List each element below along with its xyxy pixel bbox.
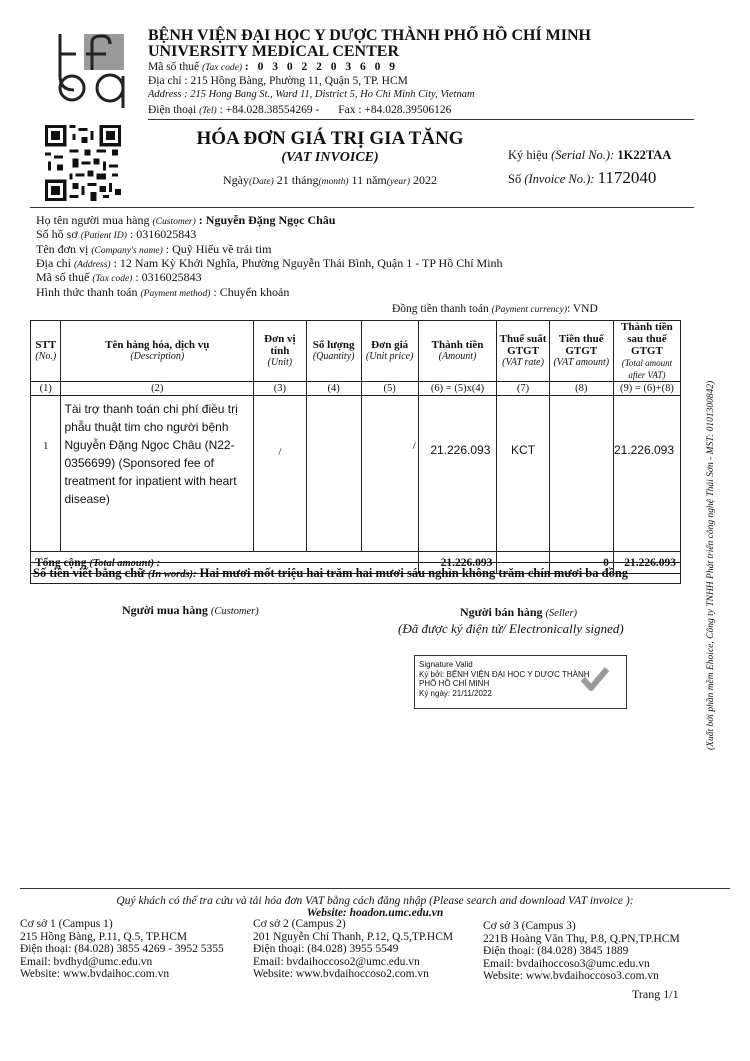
hospital-tax-line: Mã số thuế (Tax code) : 0 3 0 2 2 0 3 6 0 9 bbox=[148, 61, 398, 73]
campus-phone: Điện thoại: (84.028) 3955 5549 bbox=[253, 943, 399, 955]
customer-company: Tên đơn vị (Company's name) : Quỹ Hiểu về trái tim bbox=[36, 242, 272, 256]
campus-website: Website: www.bvdaihoccoso2.com.vn bbox=[253, 968, 429, 980]
col-number: (6) = (5)x(4) bbox=[418, 382, 497, 396]
col-header-vat-rate: Thuế suất GTGT (VAT rate) bbox=[497, 321, 549, 382]
footer-note bbox=[20, 895, 730, 919]
invoice-number: Số (Invoice No.): 1172040 bbox=[508, 168, 657, 187]
total-amount: 21.226.093 bbox=[418, 552, 497, 574]
title-divider bbox=[30, 207, 694, 208]
customer-address: Địa chỉ (Address) : 12 Nam Kỳ Khởi Nghĩa, Phường Nguyễn Thái Bình, Quận 1 - TP Hồ Chí Minh bbox=[36, 256, 503, 270]
hospital-name: BỆNH VIỆN ĐẠI HỌC Y DƯỢC THÀNH PHỐ HỒ CHÍ MINH bbox=[148, 27, 591, 44]
software-note-text: (Xuất bởi phần mềm Ehoice, Công ty TNHH Phát triển công nghệ Thái Sơn - MST: 0101300842) bbox=[706, 380, 716, 750]
col-number: (3) bbox=[254, 382, 307, 396]
footer-note-text: Quý khách có thể tra cứu và tải hóa đơn VAT bằng cách đăng nhập (Please search and download VAT invoice ): bbox=[116, 895, 634, 907]
row-vat-amount bbox=[549, 396, 613, 552]
col-number: (1) bbox=[31, 382, 61, 396]
signature-signer: Ký bởi: BỆNH VIỆN ĐẠI HỌC Y DƯỢC THÀNH bbox=[419, 669, 590, 679]
campus-address: 221B Hoàng Văn Thụ, P.8, Q.PN,TP.HCM bbox=[483, 932, 680, 945]
signature-date: Ký ngày: 21/11/2022 bbox=[419, 688, 492, 698]
buyer-signature-label: Người mua hàng (Customer) bbox=[122, 603, 259, 617]
col-header-vat-amount: Tiền thuế GTGT (VAT amount) bbox=[549, 321, 613, 382]
campus-address: 201 Nguyễn Chí Thanh, P.12, Q.5,TP.HCM bbox=[253, 930, 454, 943]
campus-title: Cơ sở 3 (Campus 3) bbox=[483, 920, 576, 932]
invoice-subtitle: (VAT INVOICE) bbox=[281, 150, 379, 165]
col-header-stt: STT (No.) bbox=[31, 321, 61, 382]
hospital-phone-line: Điện thoại (Tel) : +84.028.38554269 - Fax : +84.028.39506126 bbox=[148, 104, 452, 116]
hospital-name-en: UNIVERSITY MEDICAL CENTER bbox=[148, 43, 400, 60]
table-header-row bbox=[31, 321, 681, 382]
row-total: 21.226.093 bbox=[613, 396, 680, 552]
campus-website: Website: www.bvdaihoccoso3.com.vn bbox=[483, 970, 659, 982]
row-quantity bbox=[306, 396, 361, 552]
campus-phone: Điện thoại: (84.028) 3845 1889 bbox=[483, 945, 629, 957]
campus-2 bbox=[253, 918, 453, 981]
seller-signature-label: Người bán hàng (Seller) bbox=[460, 605, 578, 619]
checkmark-icon bbox=[580, 664, 610, 694]
row-unit: / bbox=[254, 396, 307, 552]
customer-patient-id: Số hồ sơ (Patient ID) : 0316025843 bbox=[36, 227, 197, 241]
footer-divider bbox=[20, 888, 730, 889]
campus-phone: Điện thoại: (84.028) 3855 4269 - 3952 5355 bbox=[20, 943, 224, 955]
invoice-title: HÓA ĐƠN GIÁ TRỊ GIA TĂNG bbox=[196, 128, 464, 149]
hospital-address-en: Address : 215 Hong Bang St., Ward 11, District 5, Ho Chi Minh City, Vietnam bbox=[148, 89, 475, 100]
row-stt: 1 bbox=[31, 396, 61, 552]
campus-email: Email: bvdaihoccoso3@umc.edu.vn bbox=[483, 957, 650, 970]
col-number: (9) = (6)+(8) bbox=[613, 382, 680, 396]
col-number: (5) bbox=[361, 382, 418, 396]
row-unit-price: / bbox=[361, 396, 418, 552]
row-description: Tài trợ thanh toán chi phí điều trị phẫu thuật tim cho người bệnh Nguyễn Đặng Ngọc Châu (N22-0356699) (Sponsored fee of treatment for inpatient with heart disease) bbox=[61, 396, 254, 552]
col-header-amount: Thành tiền (Amount) bbox=[418, 321, 497, 382]
campus-email: Email: bvdhyd@umc.edu.vn bbox=[20, 955, 153, 968]
col-header-description: Tên hàng hóa, dịch vụ (Description) bbox=[61, 321, 254, 382]
hospital-logo bbox=[50, 30, 132, 112]
col-header-quantity: Số lượng (Quantity) bbox=[306, 321, 361, 382]
total-vat: 0 bbox=[549, 552, 613, 574]
hospital-tax-code: : 0 3 0 2 2 0 3 6 0 9 bbox=[244, 61, 398, 73]
row-vat-rate: KCT bbox=[497, 396, 549, 552]
invoice-date: Ngày(Date) 21 tháng(month) 11 năm(year) 2022 bbox=[223, 173, 437, 187]
payment-currency: Đồng tiền thanh toán (Payment currency): VND bbox=[392, 303, 598, 315]
signature-status: Signature Valid bbox=[419, 660, 473, 669]
campus-email: Email: bvdaihoccoso2@umc.edu.vn bbox=[253, 955, 420, 968]
customer-tax-code: Mã số thuế (Tax code) : 0316025843 bbox=[36, 270, 202, 284]
digital-signature-box bbox=[414, 655, 627, 709]
campus-title: Cơ sở 2 (Campus 2) bbox=[253, 918, 346, 930]
software-note bbox=[702, 290, 724, 750]
col-header-unit-price: Đơn giá (Unit price) bbox=[361, 321, 418, 382]
invoice-serial: Ký hiệu (Serial No.): 1K22TAA bbox=[508, 148, 672, 162]
campus-website: Website: www.bvdaihoc.com.vn bbox=[20, 968, 170, 980]
electronic-signature-note: (Đã được ký điện tử/ Electronically signed) bbox=[398, 621, 624, 636]
amount-in-words: Số tiền viết bằng chữ (In words): Hai mươi mốt triệu hai trăm hai mươi sáu nghìn không trăm chín mươi ba đồng bbox=[30, 562, 681, 584]
payment-method: Hình thức thanh toán (Payment method) : Chuyển khoản bbox=[36, 285, 290, 299]
qr-code bbox=[45, 125, 121, 201]
table-column-numbers bbox=[31, 382, 681, 396]
customer-name: Họ tên người mua hàng (Customer) : Nguyễn Đặng Ngọc Châu bbox=[36, 213, 336, 227]
campus-1 bbox=[20, 918, 224, 981]
col-number: (2) bbox=[61, 382, 254, 396]
total-label: Tổng cộng (Total amount) : bbox=[31, 552, 419, 574]
invoice-table bbox=[30, 320, 681, 574]
hospital-address: Địa chỉ : 215 Hồng Bàng, Phường 11, Quận 5, TP. HCM bbox=[148, 75, 408, 87]
col-number: (4) bbox=[306, 382, 361, 396]
page-number: Trang 1/1 bbox=[632, 987, 679, 1001]
signature-signer-cont: PHỐ HỒ CHÍ MINH bbox=[419, 679, 490, 688]
row-amount: 21.226.093 bbox=[418, 396, 497, 552]
footer-website: Website: hoadon.umc.edu.vn bbox=[306, 907, 444, 919]
table-row bbox=[31, 396, 681, 552]
campus-title: Cơ sở 1 (Campus 1) bbox=[20, 918, 113, 930]
campus-address: 215 Hồng Bàng, P.11, Q.5, TP.HCM bbox=[20, 930, 188, 943]
total-after-vat: 21.226.093 bbox=[613, 552, 680, 574]
col-header-unit: Đơn vị tính (Unit) bbox=[254, 321, 307, 382]
col-number: (8) bbox=[549, 382, 613, 396]
col-number: (7) bbox=[497, 382, 549, 396]
header-divider bbox=[148, 119, 694, 120]
campus-3 bbox=[483, 920, 680, 983]
col-header-total: Thành tiền sau thuế GTGT (Total amount after VAT) bbox=[613, 321, 680, 382]
